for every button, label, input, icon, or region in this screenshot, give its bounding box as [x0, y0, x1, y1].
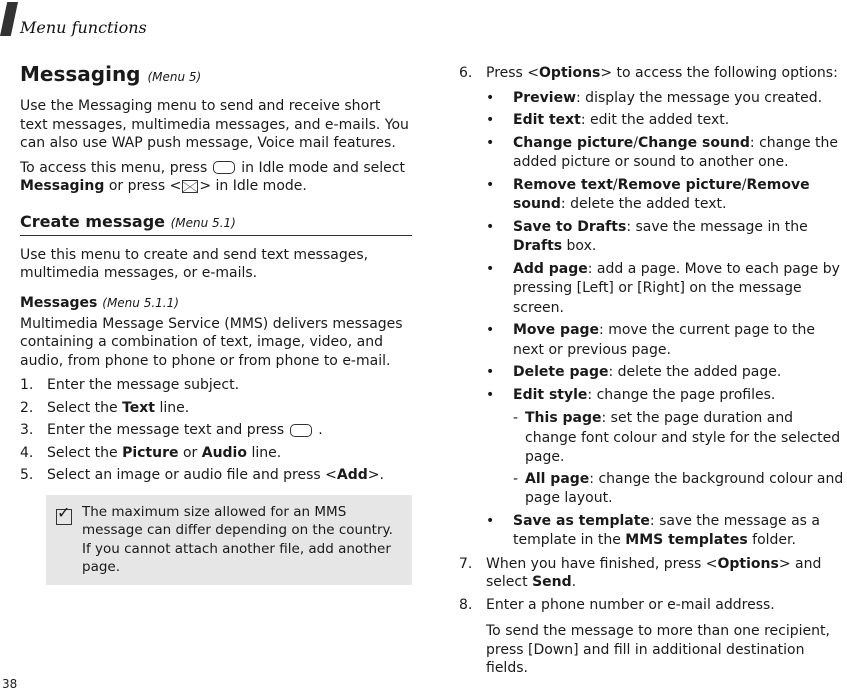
step-7 [459, 555, 847, 592]
step-text: . [318, 422, 323, 438]
step-1 [20, 376, 412, 395]
note-text: The maximum size allowed for an MMS message can differ depending on the country. If you cannot attach another file, add another page. [82, 503, 393, 575]
suboption-this-page [513, 409, 847, 468]
step-text: Enter the message subject. [47, 377, 240, 393]
step-text: Enter a phone number or e-mail address. [486, 596, 775, 613]
step-number: 7. [459, 555, 473, 572]
step-text: . [571, 574, 577, 590]
create-title: Create message [20, 211, 166, 231]
right-column [459, 60, 847, 682]
steps-list-continued [459, 64, 847, 678]
step-number: 1. [20, 377, 34, 393]
messages-menu-number: (Menu 5.1.1) [102, 295, 179, 310]
step-5 [20, 466, 412, 485]
option-name: Edit style [513, 386, 588, 403]
option-name: Edit text [513, 112, 581, 128]
create-message-heading [20, 212, 412, 236]
access-instructions [20, 159, 412, 196]
option-desc: : save the message as a template in the [513, 512, 821, 548]
step-number: 8. [459, 596, 473, 613]
option-save-template [486, 512, 847, 551]
option-desc: : delete the added text. [560, 196, 727, 212]
suboption-all-page [513, 470, 847, 509]
option-delete-page [486, 363, 847, 383]
option-name: Remove picture [617, 176, 742, 193]
option-name: Remove sound [513, 176, 810, 212]
step-bold: Audio [201, 444, 247, 461]
step-number: 4. [20, 444, 34, 461]
option-desc: : change the page profiles. [587, 386, 776, 403]
option-edit-style [486, 386, 847, 509]
option-change [486, 134, 847, 173]
option-name: Remove text [513, 176, 613, 193]
step-text: >. [367, 467, 384, 483]
title-text: Messaging [20, 62, 141, 86]
left-column [20, 60, 412, 585]
option-save-drafts [486, 218, 847, 257]
step-bold: Text [122, 399, 155, 416]
option-name: All page [525, 470, 590, 487]
step-3 [20, 421, 412, 440]
step-2 [20, 399, 412, 418]
option-bold: Drafts [513, 238, 563, 254]
step-6 [459, 64, 847, 551]
option-name: Preview [513, 89, 577, 106]
option-desc: box. [566, 238, 597, 254]
step-text: Select the [47, 399, 118, 416]
page-number: 38 [2, 677, 18, 691]
option-name: Save as template [513, 512, 650, 529]
messages-description: Multimedia Message Service (MMS) delivers messages containing a combination of text, image, video, and audio, from phone to phone or from phone to e-mail. [20, 315, 403, 369]
option-sep: / [612, 176, 618, 193]
step-number: 5. [20, 467, 34, 483]
create-menu-number: (Menu 5.1) [170, 215, 236, 230]
step-text: Enter the message text and press [47, 422, 285, 438]
access-text-b: in Idle mode and select [241, 159, 405, 176]
step-number: 3. [20, 422, 34, 438]
step-8 [459, 596, 847, 678]
option-desc: : set the page duration and change font colour and style for the selected page. [525, 410, 841, 465]
option-desc: : delete the added page. [608, 364, 782, 380]
option-desc: : move the current page to the next or previous page. [513, 322, 816, 358]
option-name: Change picture [513, 134, 634, 151]
create-description: Use this menu to create and send text messages, multimedia messages, or e-mails. [20, 246, 369, 281]
step-bold: Options [717, 555, 779, 572]
envelope-key-icon [182, 180, 198, 193]
step-number: 6. [459, 65, 473, 81]
option-remove [486, 176, 847, 215]
step-number: 2. [20, 399, 34, 416]
menu-soft-key-icon [213, 161, 235, 174]
option-desc: : edit the added text. [580, 112, 730, 128]
step-bold: Add [336, 467, 368, 483]
step-text: When you have finished, press < [486, 555, 718, 572]
option-name: Save to Drafts [513, 218, 627, 235]
intro-text: Use the Messaging menu to send and receive short text messages, multimedia messages, and e-mails. You can also use WAP push message, Voice mail features. [20, 98, 409, 151]
messages-title: Messages [20, 294, 98, 311]
steps-list [20, 376, 412, 485]
option-name: Delete page [513, 364, 609, 380]
step-8-continuation: To send the message to more than one recipient, press [Down] and fill in additional destination fields. [486, 623, 830, 676]
option-desc: : add a page. Move to each page by pressing [Left] or [Right] on the message screen. [513, 260, 840, 316]
step-text: or [182, 444, 198, 461]
step-bold: Send [532, 574, 572, 590]
step-4 [20, 444, 412, 463]
ok-key-icon [290, 424, 312, 437]
option-desc: folder. [752, 532, 796, 548]
option-name: This page [525, 410, 602, 426]
step-text: > and select [486, 555, 822, 590]
option-name: Change sound [637, 134, 750, 151]
header-accent-bar [0, 2, 18, 36]
option-add-page [486, 260, 847, 319]
option-preview [486, 89, 847, 109]
access-text-e: > in Idle mode. [199, 178, 307, 194]
access-text-a: To access this menu, press [20, 159, 208, 176]
messages-heading [20, 295, 412, 311]
title-menu-number: (Menu 5) [147, 70, 202, 84]
step-text: > to access the following options: [600, 65, 838, 81]
step-text: Select an image or audio file and press < [47, 467, 337, 483]
step-bold: Options [539, 65, 601, 81]
option-desc: : display the message you created. [576, 89, 823, 106]
step-text: Select the [47, 444, 118, 461]
section-header: Menu functions [20, 18, 147, 37]
option-desc: : save the message in the [626, 218, 808, 235]
step-text: line. [159, 399, 190, 416]
option-desc: : change the background colour and page layout. [525, 470, 844, 506]
option-sep: / [633, 134, 638, 151]
checkmark-icon [56, 509, 72, 525]
options-list [486, 89, 847, 551]
access-text-d: or press < [108, 178, 182, 194]
step-bold: Picture [122, 444, 179, 461]
option-move-page [486, 321, 847, 360]
option-edit-text [486, 111, 847, 131]
step-text: line. [251, 444, 282, 461]
option-name: Move page [513, 322, 600, 338]
option-bold: MMS templates [625, 532, 748, 548]
edit-style-suboptions [513, 409, 847, 509]
option-sep: / [741, 176, 747, 193]
page-title [20, 60, 412, 91]
option-name: Add page [513, 260, 588, 277]
access-text-c: Messaging [20, 178, 105, 194]
option-desc: : change the added picture or sound to another one. [513, 134, 839, 170]
note-box [46, 495, 412, 585]
step-text: Press < [486, 65, 540, 81]
